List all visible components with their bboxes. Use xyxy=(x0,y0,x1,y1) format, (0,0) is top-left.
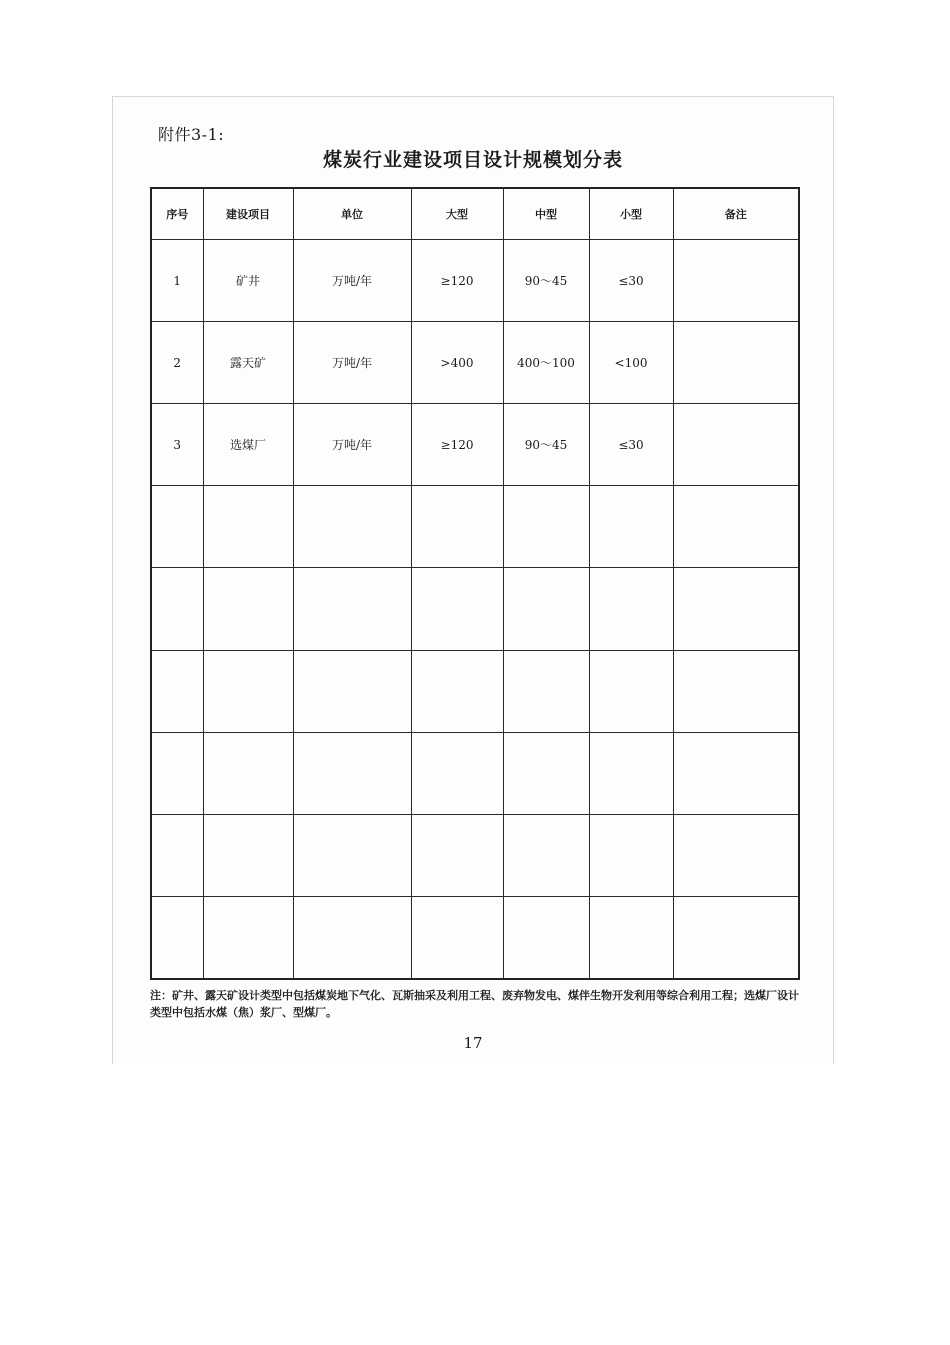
cell-large: ≥120 xyxy=(411,240,503,322)
scale-classification-table xyxy=(150,187,800,980)
cell-index xyxy=(151,814,203,896)
header-cell-small: 小型 xyxy=(589,188,673,240)
cell-remarks xyxy=(673,240,799,322)
cell-remarks xyxy=(673,896,799,979)
cell-large xyxy=(411,486,503,568)
table-row xyxy=(151,896,799,979)
cell-unit xyxy=(293,568,411,650)
cell-unit xyxy=(293,650,411,732)
cell-remarks xyxy=(673,814,799,896)
header-cell-index: 序号 xyxy=(151,188,203,240)
cell-index xyxy=(151,896,203,979)
cell-medium xyxy=(503,814,589,896)
cell-project xyxy=(203,732,293,814)
cell-unit xyxy=(293,486,411,568)
cell-unit: 万吨/年 xyxy=(293,404,411,486)
cell-medium: 90～45 xyxy=(503,404,589,486)
cell-index: 3 xyxy=(151,404,203,486)
cell-medium: 400～100 xyxy=(503,322,589,404)
cell-project xyxy=(203,896,293,979)
table-header xyxy=(151,188,799,240)
attachment-label: 附件3-1: xyxy=(158,125,225,144)
cell-remarks xyxy=(673,732,799,814)
cell-large xyxy=(411,650,503,732)
cell-index xyxy=(151,650,203,732)
cell-remarks xyxy=(673,486,799,568)
cell-small xyxy=(589,896,673,979)
cell-index: 1 xyxy=(151,240,203,322)
header-cell-unit: 单位 xyxy=(293,188,411,240)
cell-small xyxy=(589,486,673,568)
cell-unit: 万吨/年 xyxy=(293,322,411,404)
cell-remarks xyxy=(673,322,799,404)
page-title: 煤炭行业建设项目设计规模划分表 xyxy=(322,149,623,171)
header-cell-project: 建设项目 xyxy=(203,188,293,240)
table-row xyxy=(151,650,799,732)
cell-project xyxy=(203,568,293,650)
cell-small xyxy=(589,650,673,732)
cell-large: ≥120 xyxy=(411,404,503,486)
cell-small xyxy=(589,568,673,650)
cell-medium xyxy=(503,568,589,650)
cell-project: 选煤厂 xyxy=(203,404,293,486)
cell-project: 露天矿 xyxy=(203,322,293,404)
cell-large xyxy=(411,896,503,979)
footnote: 注：矿井、露天矿设计类型中包括煤炭地下气化、瓦斯抽采及利用工程、废弃物发电、煤伴生物开发利用等综合利用工程；选煤厂设计类型中包括水煤（焦）浆厂、型煤厂。 xyxy=(150,989,799,1019)
cell-unit xyxy=(293,732,411,814)
cell-small: <100 xyxy=(589,322,673,404)
cell-large: >400 xyxy=(411,322,503,404)
table-row xyxy=(151,568,799,650)
cell-project xyxy=(203,814,293,896)
cell-large xyxy=(411,568,503,650)
cell-large xyxy=(411,814,503,896)
cell-unit xyxy=(293,814,411,896)
header-cell-medium: 中型 xyxy=(503,188,589,240)
table-body xyxy=(151,240,799,980)
header-cell-large: 大型 xyxy=(411,188,503,240)
cell-remarks xyxy=(673,404,799,486)
table-row xyxy=(151,404,799,486)
cell-small: ≤30 xyxy=(589,240,673,322)
table-row xyxy=(151,240,799,322)
cell-medium xyxy=(503,486,589,568)
cell-unit: 万吨/年 xyxy=(293,240,411,322)
cell-medium: 90～45 xyxy=(503,240,589,322)
cell-project: 矿井 xyxy=(203,240,293,322)
cell-remarks xyxy=(673,650,799,732)
cell-medium xyxy=(503,896,589,979)
cell-remarks xyxy=(673,568,799,650)
cell-small xyxy=(589,814,673,896)
cell-medium xyxy=(503,650,589,732)
page-number: 17 xyxy=(463,1034,483,1052)
cell-large xyxy=(411,732,503,814)
table-row xyxy=(151,486,799,568)
cell-unit xyxy=(293,896,411,979)
cell-index: 2 xyxy=(151,322,203,404)
table-row xyxy=(151,322,799,404)
cell-small: ≤30 xyxy=(589,404,673,486)
cell-project xyxy=(203,486,293,568)
cell-project xyxy=(203,650,293,732)
page-edge-right xyxy=(833,96,834,1064)
table-row xyxy=(151,814,799,896)
cell-small xyxy=(589,732,673,814)
header-row xyxy=(151,188,799,240)
table-row xyxy=(151,732,799,814)
cell-index xyxy=(151,568,203,650)
cell-medium xyxy=(503,732,589,814)
cell-index xyxy=(151,732,203,814)
header-cell-remarks: 备注 xyxy=(673,188,799,240)
page-edge-top xyxy=(112,96,834,97)
cell-index xyxy=(151,486,203,568)
page-edge-left xyxy=(112,96,113,1064)
